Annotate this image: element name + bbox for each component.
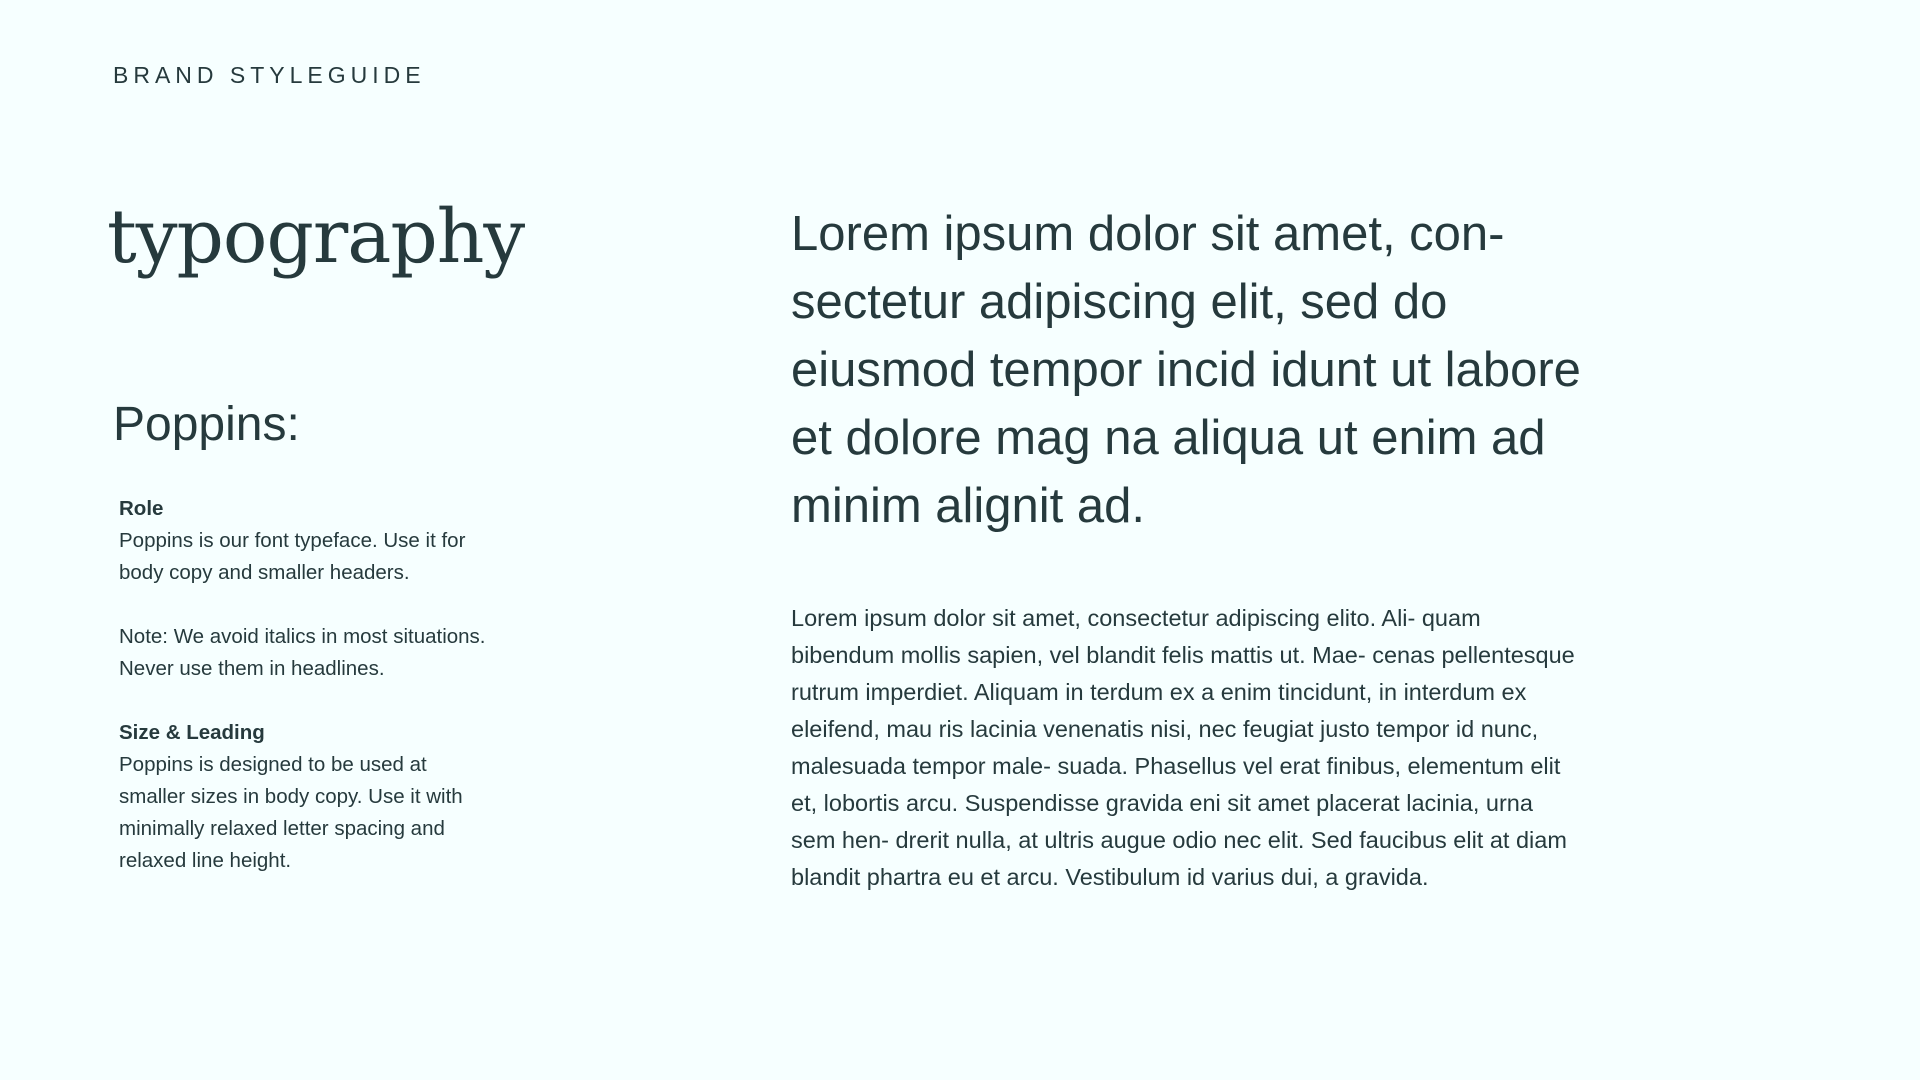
body-line: rutrum imperdiet. Aliquam in terdum ex a enim tincidunt, in interdum ex bbox=[791, 679, 1527, 705]
role-line: body copy and smaller headers. bbox=[119, 561, 410, 584]
size-leading-line: minimally relaxed letter spacing and bbox=[119, 817, 445, 840]
lead-line: Lorem ipsum dolor sit amet, con- bbox=[791, 207, 1505, 261]
size-leading-line: Poppins is designed to be used at bbox=[119, 753, 427, 776]
body-line: et, lobortis arcu. Suspendisse gravida eni sit amet placerat lacinia, urna bbox=[791, 790, 1533, 816]
lead-line: eiusmod tempor incid idunt ut labore bbox=[791, 343, 1581, 397]
body-line: eleifend, mau ris lacinia venenatis nisi, nec feugiat justo tempor id nunc, bbox=[791, 716, 1539, 742]
role-line: Poppins is our font typeface. Use it for bbox=[119, 529, 466, 552]
brand-label: BRAND STYLEGUIDE bbox=[113, 62, 426, 88]
font-notes bbox=[119, 493, 559, 877]
lead-line: sectetur adipiscing elit, sed do bbox=[791, 275, 1448, 329]
role-label: Role bbox=[119, 497, 164, 520]
lead-sample-text bbox=[791, 200, 1721, 540]
body-sample-text bbox=[791, 600, 1721, 896]
note-line: Note: We avoid italics in most situations. bbox=[119, 625, 486, 648]
body-line: Lorem ipsum dolor sit amet, consectetur adipiscing elito. Ali- quam bbox=[791, 605, 1481, 631]
lead-line: minim alignit ad. bbox=[791, 479, 1146, 533]
note-line: Never use them in headlines. bbox=[119, 657, 385, 680]
body-line: blandit phartra eu et arcu. Vestibulum id varius dui, a gravida. bbox=[791, 864, 1429, 890]
body-line: bibendum mollis sapien, vel blandit felis mattis ut. Mae- cenas pellentesque bbox=[791, 642, 1575, 668]
body-line: sem hen- drerit nulla, at ultris augue odio nec elit. Sed faucibus elit at diam bbox=[791, 827, 1567, 853]
size-leading-line: relaxed line height. bbox=[119, 849, 292, 872]
size-leading-label: Size & Leading bbox=[119, 721, 265, 744]
size-leading-line: smaller sizes in body copy. Use it with bbox=[119, 785, 463, 808]
section-title: typography bbox=[107, 194, 525, 280]
font-name-heading: Poppins: bbox=[113, 398, 300, 451]
lead-line: et dolore mag na aliqua ut enim ad bbox=[791, 411, 1546, 465]
body-line: malesuada tempor male- suada. Phasellus vel erat finibus, elementum elit bbox=[791, 753, 1561, 779]
